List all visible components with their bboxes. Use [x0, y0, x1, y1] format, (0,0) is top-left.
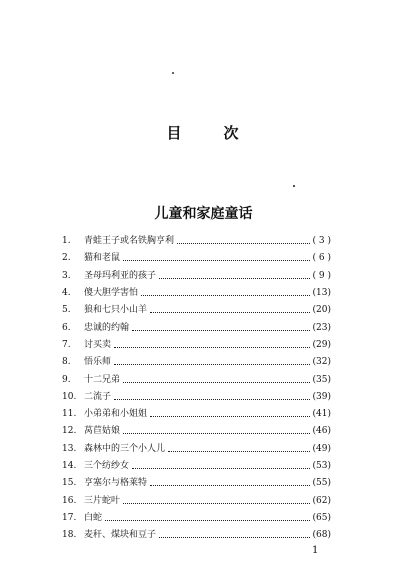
toc-entry [62, 510, 331, 527]
toc-entry-number: 1. [62, 236, 71, 247]
toc-entry [62, 233, 331, 250]
toc-entry [62, 475, 331, 492]
page-title [0, 122, 407, 143]
toc-entry [62, 319, 331, 336]
toc-entry [62, 441, 331, 458]
toc-entry-title: 白蛇 [84, 512, 103, 523]
toc-entry-page: (46) [312, 426, 331, 437]
toc-entry-title: 忠诚的约翰 [84, 322, 130, 333]
toc-entry-page: (41) [312, 409, 331, 420]
toc-entry-title: 青蛙王子或名铁胸亨利 [84, 236, 175, 247]
page-number: 1 [312, 545, 319, 556]
toc-entry [62, 389, 331, 406]
toc-entry-number: 5. [62, 305, 71, 316]
toc-entry-number: 6. [62, 322, 71, 333]
toc-entry-title: 小弟弟和小姐姐 [84, 409, 148, 420]
toc-leader-dots [159, 278, 310, 279]
toc-entry-title: 森林中的三个小人儿 [84, 443, 166, 454]
toc-entry-title: 麦秆、煤块和豆子 [84, 530, 157, 541]
toc-leader-dots [123, 433, 310, 434]
toc-entry-page: (53) [312, 461, 331, 471]
toc-entry [62, 371, 331, 388]
toc-leader-dots [114, 347, 310, 348]
toc-leader-dots [123, 382, 310, 383]
toc-entry [62, 354, 331, 371]
toc-entry-title: 三片蛇叶 [84, 495, 121, 506]
toc-entry [62, 406, 331, 423]
toc-leader-dots [159, 537, 310, 538]
toc-entry-number: 7. [62, 339, 71, 350]
toc-entry-title: 十二兄弟 [84, 374, 121, 385]
toc-entry-page: (62) [312, 495, 331, 506]
toc-entry-page: (65) [312, 512, 331, 523]
toc-entry-title: 狼和七只小山羊 [84, 305, 148, 316]
toc-leader-dots [168, 451, 310, 452]
page-title-left: 目 [166, 124, 184, 142]
toc-entry-number: 2. [62, 253, 71, 264]
toc-entry-page: ( 6 ) [312, 253, 331, 264]
toc-entry-page: (32) [312, 357, 331, 368]
toc-leader-dots [123, 503, 310, 504]
page-title-right: 次 [223, 124, 241, 142]
toc-entry-number: 4. [62, 288, 71, 299]
toc-leader-dots [150, 416, 310, 417]
toc-leader-dots [177, 243, 310, 244]
toc-entry-number: 14. [62, 461, 77, 471]
toc-entry-number: 17. [62, 512, 77, 523]
toc-leader-dots [114, 399, 310, 400]
toc-entry [62, 250, 331, 267]
toc-entry-page: (23) [312, 322, 331, 333]
toc-entry-title: 讨买卖 [84, 339, 112, 350]
toc-entry-title: 亨塞尔与格莱特 [84, 478, 148, 489]
toc-entry-page: (20) [312, 305, 331, 316]
toc-entry [62, 492, 331, 509]
toc-leader-dots [132, 330, 310, 331]
toc-leader-dots [105, 520, 310, 521]
toc-leader-dots [150, 485, 310, 486]
toc-entry [62, 268, 331, 285]
toc-entry-page: (68) [312, 530, 331, 541]
toc-entry-number: 9. [62, 374, 71, 385]
toc-leader-dots [123, 260, 310, 261]
toc-entry [62, 285, 331, 302]
toc-entry-title: 二流子 [84, 391, 112, 402]
toc-entry-number: 15. [62, 478, 77, 489]
toc-entry-page: ( 3 ) [312, 236, 331, 247]
toc-entry-number: 11. [62, 409, 77, 420]
toc-entry-number: 8. [62, 357, 71, 368]
toc-entry-number: 10. [62, 391, 77, 402]
toc-entry-page: ( 9 ) [312, 270, 331, 281]
toc-leader-dots [150, 312, 310, 313]
toc-entry-page: (49) [312, 443, 331, 454]
toc-entry-page: (29) [312, 339, 331, 350]
toc-entry-number: 18. [62, 530, 77, 541]
toc-entry-title: 傻大胆学害怕 [84, 288, 139, 299]
toc-entry [62, 423, 331, 440]
section-title: 儿童和家庭童话 [154, 206, 253, 222]
toc-entry [62, 337, 331, 354]
toc-list [62, 233, 331, 544]
toc-entry [62, 458, 331, 475]
toc-entry-number: 13. [62, 443, 77, 454]
scan-speck [172, 72, 174, 74]
toc-entry-page: (55) [312, 478, 331, 489]
toc-entry [62, 302, 331, 319]
scan-speck [293, 185, 295, 187]
toc-leader-dots [114, 364, 310, 365]
toc-entry-title: 莴苣姑娘 [84, 426, 121, 437]
toc-entry-number: 3. [62, 270, 71, 281]
toc-entry-page: (35) [312, 374, 331, 385]
toc-entry-number: 12. [62, 426, 77, 437]
toc-entry-page: (39) [312, 391, 331, 402]
toc-entry-page: (13) [312, 288, 331, 299]
toc-entry-title: 猫和老鼠 [84, 253, 121, 264]
toc-entry-title: 三个纺纱女 [84, 461, 130, 471]
toc-entry-title: 悟乐师 [84, 357, 112, 368]
toc-entry-number: 16. [62, 495, 77, 506]
toc-leader-dots [132, 468, 310, 469]
toc-leader-dots [141, 295, 310, 296]
toc-entry-title: 圣母玛利亚的孩子 [84, 270, 157, 281]
toc-entry [62, 527, 331, 544]
